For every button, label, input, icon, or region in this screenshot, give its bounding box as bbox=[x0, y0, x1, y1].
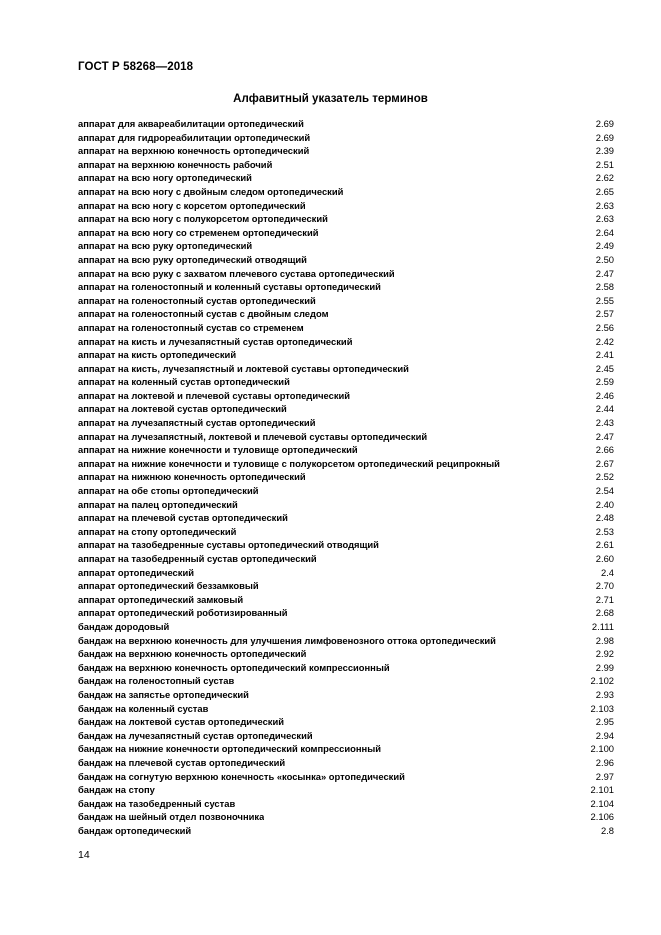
index-entry bbox=[78, 362, 614, 376]
index-entry bbox=[78, 212, 614, 226]
document-header: ГОСТ Р 58268—2018 bbox=[78, 61, 194, 73]
index-term: бандаж на согнутую верхнюю конечность «косынка» ортопедический bbox=[78, 770, 405, 782]
index-reference: 2.99 bbox=[595, 661, 614, 673]
index-reference: 2.41 bbox=[595, 349, 614, 361]
index-entry bbox=[78, 117, 614, 131]
index-entry bbox=[78, 307, 614, 321]
index-reference: 2.45 bbox=[595, 362, 614, 374]
index-entry bbox=[78, 620, 614, 634]
index-entry bbox=[78, 321, 614, 335]
index-entry bbox=[78, 294, 614, 308]
index-term: аппарат ортопедический беззамковый bbox=[78, 580, 259, 592]
index-reference: 2.61 bbox=[595, 539, 614, 551]
index-entry bbox=[78, 267, 614, 281]
index-term: аппарат на стопу ортопедический bbox=[78, 525, 237, 537]
index-term: бандаж на коленный сустав bbox=[78, 702, 209, 714]
index-reference: 2.62 bbox=[595, 172, 614, 184]
index-entry bbox=[78, 783, 614, 797]
index-reference: 2.63 bbox=[595, 199, 614, 211]
index-reference: 2.100 bbox=[590, 743, 614, 755]
index-entry bbox=[78, 810, 614, 824]
index-term: бандаж на верхнюю конечность ортопедический bbox=[78, 648, 307, 660]
index-reference: 2.64 bbox=[595, 226, 614, 238]
index-term: аппарат на всю ногу со стременем ортопедический bbox=[78, 226, 319, 238]
index-reference: 2.8 bbox=[600, 824, 614, 836]
index-entry bbox=[78, 579, 614, 593]
index-entry bbox=[78, 715, 614, 729]
index-reference: 2.102 bbox=[590, 675, 614, 687]
index-term: аппарат на голеностопный и коленный суставы ортопедический bbox=[78, 281, 381, 293]
index-term: аппарат на верхнюю конечность ортопедический bbox=[78, 145, 310, 157]
index-entry bbox=[78, 552, 614, 566]
index-term: аппарат на тазобедренные суставы ортопедический отводящий bbox=[78, 539, 379, 551]
index-term: бандаж на верхнюю конечность для улучшения лимфовенозного оттока ортопедический bbox=[78, 634, 496, 646]
index-term: аппарат на лучезапястный, локтевой и плечевой суставы ортопедический bbox=[78, 430, 428, 442]
index-reference: 2.66 bbox=[595, 444, 614, 456]
index-term: аппарат на всю руку ортопедический отводящий bbox=[78, 253, 307, 265]
index-entry bbox=[78, 484, 614, 498]
index-term: аппарат на тазобедренный сустав ортопедический bbox=[78, 553, 317, 564]
index-entry bbox=[78, 729, 614, 743]
index-reference: 2.4 bbox=[600, 566, 614, 578]
index-reference: 2.47 bbox=[595, 430, 614, 442]
index-entry bbox=[78, 702, 614, 716]
index-reference: 2.49 bbox=[595, 240, 614, 252]
index-term: аппарат ортопедический роботизированный bbox=[78, 607, 288, 619]
index-entry bbox=[78, 606, 614, 620]
index-term: бандаж на локтевой сустав ортопедический bbox=[78, 716, 285, 728]
index-entry bbox=[78, 131, 614, 145]
index-entry bbox=[78, 566, 614, 580]
index-reference: 2.71 bbox=[595, 593, 614, 605]
index-term: аппарат для аквареабилитации ортопедический bbox=[78, 118, 304, 129]
index-reference: 2.93 bbox=[595, 688, 614, 700]
index-entry bbox=[78, 402, 614, 416]
index-term: аппарат на нижнюю конечность ортопедический bbox=[78, 471, 306, 483]
index-term: аппарат на всю руку ортопедический bbox=[78, 240, 253, 252]
index-term: аппарат на локтевой сустав ортопедический bbox=[78, 403, 287, 415]
index-entry bbox=[78, 674, 614, 688]
index-term: аппарат на верхнюю конечность рабочий bbox=[78, 158, 273, 170]
index-term: аппарат на кисть и лучезапястный сустав ортопедический bbox=[78, 335, 353, 347]
index-entry bbox=[78, 375, 614, 389]
index-reference: 2.92 bbox=[595, 648, 614, 660]
index-term: аппарат на палец ортопедический bbox=[78, 498, 238, 510]
index-reference: 2.43 bbox=[595, 417, 614, 429]
index-term: аппарат ортопедический bbox=[78, 566, 194, 578]
index-term: аппарат на всю ногу ортопедический bbox=[78, 172, 252, 184]
index-term: аппарат для гидрореабилитации ортопедический bbox=[78, 131, 311, 143]
index-term: бандаж дородовый bbox=[78, 620, 170, 632]
index-reference: 2.101 bbox=[590, 784, 614, 796]
index-reference: 2.59 bbox=[595, 376, 614, 388]
index-entry bbox=[78, 756, 614, 770]
index-entry bbox=[78, 742, 614, 756]
index-entry bbox=[78, 226, 614, 240]
index-title: Алфавитный указатель терминов bbox=[233, 93, 428, 105]
index-entry bbox=[78, 538, 614, 552]
index-reference: 2.69 bbox=[595, 131, 614, 143]
index-entry bbox=[78, 593, 614, 607]
index-entry bbox=[78, 770, 614, 784]
index-entry bbox=[78, 348, 614, 362]
index-reference: 2.67 bbox=[595, 457, 614, 469]
index-reference: 2.55 bbox=[595, 294, 614, 306]
index-entry bbox=[78, 430, 614, 444]
index-reference: 2.56 bbox=[595, 321, 614, 333]
index-entry bbox=[78, 797, 614, 811]
index-reference: 2.106 bbox=[590, 811, 614, 823]
index-term: аппарат ортопедический замковый bbox=[78, 593, 244, 605]
index-entry bbox=[78, 511, 614, 525]
index-entry bbox=[78, 470, 614, 484]
index-reference: 2.103 bbox=[590, 702, 614, 714]
index-reference: 2.68 bbox=[595, 607, 614, 619]
index-entry bbox=[78, 634, 614, 648]
index-term: аппарат на кисть ортопедический bbox=[78, 349, 237, 361]
page-number: 14 bbox=[78, 849, 90, 861]
index-entry bbox=[78, 443, 614, 457]
index-term: бандаж на запястье ортопедический bbox=[78, 688, 249, 700]
index-reference: 2.63 bbox=[595, 213, 614, 225]
index-entry bbox=[78, 253, 614, 267]
index-reference: 2.60 bbox=[595, 553, 614, 564]
index-term: бандаж на лучезапястный сустав ортопедический bbox=[78, 729, 313, 741]
index-reference: 2.70 bbox=[595, 580, 614, 592]
index-term: бандаж на голеностопный сустав bbox=[78, 675, 235, 687]
index-term: аппарат на плечевой сустав ортопедический bbox=[78, 512, 288, 524]
index-entry bbox=[78, 824, 614, 838]
index-entry bbox=[78, 239, 614, 253]
index-reference: 2.39 bbox=[595, 145, 614, 157]
index-term: аппарат на всю ногу с корсетом ортопедический bbox=[78, 199, 306, 211]
index-reference: 2.46 bbox=[595, 389, 614, 401]
index-entry bbox=[78, 457, 614, 471]
index-reference: 2.69 bbox=[595, 118, 614, 129]
index-term: бандаж ортопедический bbox=[78, 824, 192, 836]
index-term: аппарат на всю руку с захватом плечевого сустава ортопедический bbox=[78, 267, 395, 279]
index-term: аппарат на всю ногу с полукорсетом ортопедический bbox=[78, 213, 328, 225]
index-term: аппарат на голеностопный сустав ортопедический bbox=[78, 294, 316, 306]
index-reference: 2.58 bbox=[595, 281, 614, 293]
index-term: бандаж на плечевой сустав ортопедический bbox=[78, 756, 286, 768]
index-entry bbox=[78, 498, 614, 512]
index-term: бандаж на шейный отдел позвоночника bbox=[78, 811, 265, 823]
index-term: аппарат на локтевой и плечевой суставы ортопедический bbox=[78, 389, 351, 401]
index-reference: 2.95 bbox=[595, 716, 614, 728]
index-term: бандаж на верхнюю конечность ортопедический компрессионный bbox=[78, 661, 390, 673]
index-reference: 2.98 bbox=[595, 634, 614, 646]
index-reference: 2.44 bbox=[595, 403, 614, 415]
index-reference: 2.42 bbox=[595, 335, 614, 347]
index-term: аппарат на лучезапястный сустав ортопедический bbox=[78, 417, 316, 429]
index-reference: 2.50 bbox=[595, 253, 614, 265]
index-term: аппарат на коленный сустав ортопедический bbox=[78, 376, 290, 388]
index-term: бандаж на тазобедренный сустав bbox=[78, 797, 236, 809]
index-reference: 2.53 bbox=[595, 525, 614, 537]
index-entry bbox=[78, 171, 614, 185]
index-term: аппарат на нижние конечности и туловище ортопедический bbox=[78, 444, 358, 456]
index-reference: 2.52 bbox=[595, 471, 614, 483]
index-entry bbox=[78, 335, 614, 349]
index-entry bbox=[78, 185, 614, 199]
index-term: аппарат на нижние конечности и туловище с полукорсетом ортопедический реципрокный bbox=[78, 457, 500, 469]
index-reference: 2.51 bbox=[595, 158, 614, 170]
index-entry bbox=[78, 661, 614, 675]
index-entry bbox=[78, 389, 614, 403]
index-entry bbox=[78, 144, 614, 158]
index-entry bbox=[78, 647, 614, 661]
index-reference: 2.104 bbox=[590, 797, 614, 809]
index-reference: 2.96 bbox=[595, 756, 614, 768]
index-term: аппарат на всю ногу с двойным следом ортопедический bbox=[78, 185, 344, 197]
index-entry bbox=[78, 688, 614, 702]
term-index bbox=[78, 117, 614, 837]
index-term: бандаж на стопу bbox=[78, 784, 155, 796]
index-reference: 2.111 bbox=[591, 620, 614, 632]
index-reference: 2.65 bbox=[595, 185, 614, 197]
index-reference: 2.47 bbox=[595, 267, 614, 279]
index-entry bbox=[78, 416, 614, 430]
index-term: аппарат на голеностопный сустав со стременем bbox=[78, 321, 304, 333]
index-entry bbox=[78, 525, 614, 539]
index-term: аппарат на голеностопный сустав с двойным следом bbox=[78, 308, 329, 320]
index-reference: 2.54 bbox=[595, 485, 614, 497]
index-term: аппарат на обе стопы ортопедический bbox=[78, 485, 259, 497]
index-reference: 2.40 bbox=[595, 498, 614, 510]
index-entry bbox=[78, 158, 614, 172]
index-reference: 2.94 bbox=[595, 729, 614, 741]
index-term: аппарат на кисть, лучезапястный и локтевой суставы ортопедический bbox=[78, 362, 409, 374]
index-entry bbox=[78, 280, 614, 294]
index-reference: 2.97 bbox=[595, 770, 614, 782]
index-entry bbox=[78, 199, 614, 213]
index-reference: 2.48 bbox=[595, 512, 614, 524]
index-term: бандаж на нижние конечности ортопедический компрессионный bbox=[78, 743, 381, 755]
index-reference: 2.57 bbox=[595, 308, 614, 320]
